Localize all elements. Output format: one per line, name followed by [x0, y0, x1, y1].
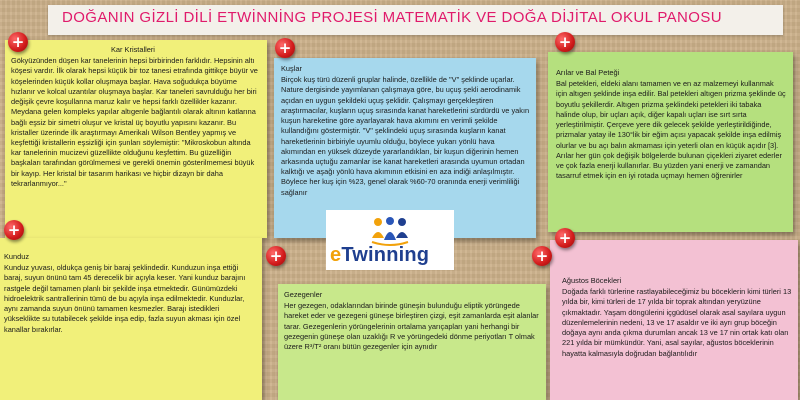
note-title: Ağustos Böcekleri [562, 276, 622, 285]
etwinning-wordmark: eTwinning [330, 244, 430, 266]
note-body: Birçok kuş türü düzenli gruplar halinde, özellikle de "V" şeklinde uçarlar. Nature dergisinde yayımlanan çalışmaya göre, bu uçuş şekli aerodinamik açıdan en uygun şekildeki uçuş şeklidir. Çalışmayı gerçekleştiren araştırmacılar, kuşların uçuş sırasında kanat hareketlerini sürdürdü ve yakın kuşun hareketine göre ayarlayarak hava akımını en verimli şekilde kullandığını göstermiştir. "V" şeklindeki uçuş sırasında kuşların kanat hareketlerinin birbiriyle uyumlu olduğu, böylece yukarı yönlü hava akımından en yüksek düzeyde yararlandıkları, bir kuşun diğerinin hemen arkasında uçtuğu zamanlar ise kanat hareketleri arasında uyumun ortadan kalktığı ve aşağı yönlü hava akımının etkisini en aza indiği anlaşılmıştır. Böylece her kuş için %23, genel olarak %60-70 oranında enerji verimliliği sağlanır [281, 75, 530, 197]
people-figures-icon [370, 216, 410, 246]
note-agustos-bocekleri [550, 240, 798, 400]
note-body: Her gezegen, odaklarından birinde güneşin bulunduğu eliptik yörüngede hareket eder ve gezegeni güneşe birleştiren çizgi, eşit zamanlarda eşit alanlar tarar. Gezegenlerin yörüngelerinin ortalama yarıçapları yani herhangi bir gezegenin güneşe olan uzaklığı R ve yörüngedeki dönme periyotları T olmak üzere R³/T² oranı bütün gezegenler için aynıdır [284, 301, 539, 352]
note-kar-kristalleri [5, 40, 267, 238]
note-arilar [548, 52, 793, 232]
note-gezegenler [278, 284, 546, 400]
note-body: Bal petekleri, eldeki alanı tamamen ve en az malzemeyi kullanmak için altıgen şeklinde inşa edilir. Bal petekleri altıgen prizma şeklinde üç boyutlu şekillerdir. Altıgen prizma şeklindeki petekleri iki tabaka halinde olup, bir uçları açık, diğer kapalı uçları ise sırt sırta yerleştirilmiştir. Çerçeve yere dik gelecek şekilde yerleştirildiğinde, prizmalar yatay ile 130°lik bir eğim açısı yapacak şekilde inşa edilmiş olurlar ve bu açı balın akmaması için yeterli olan en küçük açıdır [3]. Arılar her gün çok değişik bölgelerde bulunan çiçekleri ziyaret ederler ve çok fazla enerji kullanırlar. Bu yüzden yani enerji ve zamandan tasarruf etmek için en iyi rotada uçmayı hemen öğrenirler [556, 79, 786, 181]
page-title: DOĞANIN GİZLİ DİLİ ETWİNNİNG PROJESİ MATEMATİK VE DOĞA DİJİTAL OKUL PANOSU [62, 9, 722, 26]
note-kunduz [0, 238, 262, 400]
note-title: Arılar ve Bal Peteği [556, 68, 620, 77]
note-title: Kunduz [4, 252, 30, 261]
note-body: Gökyüzünden düşen kar tanelerinin hepsi birbirinden farklıdır. Hepsinin altı köşesi vardır. İlk olarak hepsi küçük bir toz tanesi etrafında gittikçe büyür ve köşelerinden küçük kollar oluşmaya başlar. Hava soğudukça büyüme hızlanır ve kolcal uzantılar oluşmaya başlar. Kar taneleri savrulduğu her biri değişik çevre koşullarına maruz kalır ve hepsi farklı özellikler kazanır. Meydana gelen kompleks yapılar altıgenle bağlantılı olarak altının katlarına bağlı eşsiz bir simetri oluşur ve kristal üç boyutlu yapısını kazanır. Bu kristaller üzerinde ilk araştırmayı Amerikalı Wilson Bentley yapmış ve keşfettiği kristallerin eşsizliği için şunları söylemiştir: "Mikroskobun altında kar tanelerinin mucizevi güzellikte olduğunu keşfettim. Bu güzelliğin başkaları tarafından görülmemesi ve gerekli önemin gösterilmemesi büyük bir kayıp. Her kristal bir tasarım harikası ve hiçbir dizayn bir daha tekrarlanmıyor..." [11, 56, 258, 188]
pin-icon: + [532, 246, 552, 266]
note-title: Gezegenler [284, 290, 323, 299]
pin-icon: + [555, 32, 575, 52]
pin-icon: + [275, 38, 295, 58]
pin-icon: + [555, 228, 575, 248]
pin-icon: + [266, 246, 286, 266]
etwinning-logo [326, 210, 454, 270]
pin-icon: + [4, 220, 24, 240]
note-title: Kuşlar [281, 64, 302, 73]
pin-icon: + [8, 32, 28, 52]
note-body: Doğada farklı türlerine rastlayabileceğimiz bu böceklerin kimi türleri 13 yılda bir, kimi türleri de 17 yılda bir toprak altından yeryüzüne çıkmaktadır. Yaşam döngülerini içgüdüsel olarak asal sayılara uygun düzenlemelerinin nedeni, 13 ve 17 asaldır ve iki ayrı grup böceğin doğaya aynı anda çıkma durumları ancak 13 ve 17 nin ortak katı olan 221 yılda bir mümkündür. Yani, asal sayılar, ağustos böceklerinin hayatta kalmasıyla doğrudan bağlantılıdır [562, 287, 792, 358]
note-title: Kar Kristalleri [111, 45, 155, 54]
note-body: Kunduz yuvası, oldukça geniş bir baraj şeklindedir. Kunduzun inşa ettiği baraj, suyun önünü tam 45 derecelik bir açıyla keser. Yani kunduz barajını rastgele değil tamamen planlı bir şekilde inşa etmektedir. Günümüzdeki hidroelektrik santrallerinin tümü de bu açıyla inşa edilmektedir. Kunduzlar, aynı zamanda suyun önünü tamamen kesmezler. Barajı istedikleri yükseklikte su tutabilecek şekilde inşa edip, fazla suyun akması için özel kanallar bırakırlar. [4, 263, 246, 334]
